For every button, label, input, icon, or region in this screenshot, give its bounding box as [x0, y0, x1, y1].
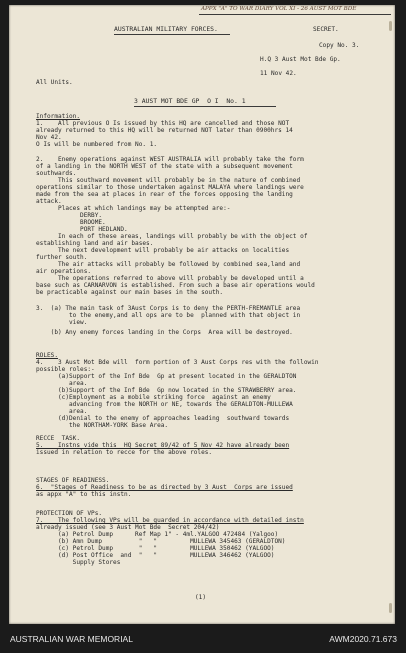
- text-line: O Is will be numbered from No. 1.: [36, 141, 158, 148]
- section-heading: 6. "Stages of Readiness to be as directed by 3 Aust Corps are issued: [36, 484, 293, 491]
- text-line: (c)Employment as a mobile striking force against an enemy: [36, 394, 271, 401]
- text-line: to the enemy,and all ops are to be planned with that object in: [36, 312, 301, 319]
- text-line: view.: [36, 319, 88, 326]
- title-underline: [114, 34, 230, 35]
- text-line: be practicable against our main bases in the south.: [36, 289, 224, 296]
- text-line: (c) Petrol Dump " " MULLEWA 350462 (YALGOO): [36, 545, 275, 552]
- secret-label: SECRET.: [313, 26, 339, 33]
- text-line: area.: [36, 408, 88, 415]
- handwritten-annotation: APPX "A" TO WAR DIARY VOL XI - 26 AUST MOT BDE: [201, 6, 357, 12]
- text-line: The next development will probably be air attacks on localities: [36, 247, 290, 254]
- text-line: the NORTHAM-YORK Base Area.: [36, 422, 169, 429]
- text-line: (a) Petrol Dump Ref Map 1" - 4ml.YALGOO 472484 (Yalgoo): [36, 531, 279, 538]
- text-line: issued in relation to recce for the above roles.: [36, 449, 213, 456]
- text-line: BROOME.: [36, 219, 106, 226]
- footer-accession: AWM2020.71.673: [329, 634, 397, 644]
- text-line: (a)Support of the Inf Bde Gp at present located in the GERALDTON: [36, 373, 297, 380]
- copy-number: Copy No. 3.: [319, 42, 360, 49]
- text-line: operations similar to those undertaken against MALAYA where landings were: [36, 184, 304, 191]
- annotation-underline: [199, 14, 391, 15]
- text-line: 3. (a) The main task of 3Aust Corps is to deny the PERTH-FREMANTLE area: [36, 305, 301, 312]
- text-line: DERBY.: [36, 212, 103, 219]
- text-line: further south.: [36, 254, 88, 261]
- text-line: STAGES OF READINESS.: [36, 477, 110, 484]
- doc-date: 11 Nov 42.: [260, 70, 297, 77]
- text-line: 4. 3 Aust Mot Bde will form portion of 3 Aust Corps res with the followin: [36, 359, 319, 366]
- text-line: 1. All previous O Is issued by this HQ are cancelled and those NOT: [36, 120, 290, 127]
- text-line: advancing from the NORTH or NE, towards the GERALDTON-MULLEWA: [36, 401, 293, 408]
- text-line: possible roles:-: [36, 366, 95, 373]
- page-number: (1): [195, 594, 207, 601]
- section-heading: 5. Instns vide this HQ Secret 89/42 of 5 Nov 42 have already been: [36, 442, 290, 449]
- text-line: of a landing in the NORTH WEST of the state with a subsequent movement: [36, 163, 293, 170]
- hq-label: H.Q 3 Aust Mot Bde Gp.: [260, 56, 341, 63]
- text-line: In each of these areas, landings will probably be with the object of: [36, 233, 308, 240]
- punch-hole: [389, 21, 392, 31]
- text-line: Nov 42.: [36, 134, 62, 141]
- text-line: area.: [36, 380, 88, 387]
- text-line: Places at which landings may be attempted are:-: [36, 205, 231, 212]
- text-line: attack.: [36, 198, 62, 205]
- text-line: (b) Any enemy forces landing in the Corps Area will be destroyed.: [36, 329, 293, 336]
- text-line: PROTECTION OF VPs.: [36, 510, 103, 517]
- text-line: base such as CARNARVON is established. From such a base air operations would: [36, 282, 315, 289]
- doc-title-underline: [134, 106, 276, 107]
- punch-hole: [389, 603, 392, 613]
- document-page: [9, 5, 395, 624]
- section-heading: ROLES.: [36, 352, 59, 359]
- section-heading: 7. The following VPs will be guarded in accordance with detailed instn: [36, 517, 304, 524]
- text-line: (b) Amn Dump " " MULLEWA 345463 (GERALDTON): [36, 538, 286, 545]
- header-title: AUSTRALIAN MILITARY FORCES.: [114, 25, 218, 33]
- text-line: This southward movement will probably be in the nature of combined: [36, 177, 301, 184]
- text-line: establishing land and air bases.: [36, 240, 154, 247]
- text-line: (d) Post Office and " " MULLEWA 346462 (YALGOO): [36, 552, 275, 559]
- text-line: as appx "A" to this instn.: [36, 491, 132, 498]
- text-line: already issued (see 3 Aust Mot Bde Secret 204/42): [36, 524, 220, 531]
- text-line: RECCE TASK.: [36, 435, 81, 442]
- text-line: made from the sea at places in rear of the forces opposing the landing: [36, 191, 293, 198]
- doc-title: 3 AUST MOT BDE GP O I No. 1: [134, 97, 246, 105]
- text-line: 2. Enemy operations against WEST AUSTRALIA will probably take the form: [36, 156, 304, 163]
- text-line: Supply Stores: [36, 559, 121, 566]
- text-line: (b)Support of the Inf Bde Gp now located in the STRAWBERRY area.: [36, 387, 297, 394]
- footer-source: AUSTRALIAN WAR MEMORIAL: [10, 634, 133, 644]
- text-line: already returned to this HQ will be returned NOT later than 0900hrs 14: [36, 127, 293, 134]
- text-line: southwards.: [36, 170, 77, 177]
- section-heading: Information.: [36, 113, 81, 120]
- to-line: All Units.: [36, 79, 73, 86]
- text-line: (d)Denial to the enemy of approaches leading southward towards: [36, 415, 290, 422]
- text-line: PORT HEDLAND.: [36, 226, 128, 233]
- footer-bar: [0, 626, 406, 653]
- text-line: The air attacks will probably be followed by combined sea,land and: [36, 261, 301, 268]
- text-line: air operations.: [36, 268, 92, 275]
- text-line: The operations referred to above will probably be developed until a: [36, 275, 304, 282]
